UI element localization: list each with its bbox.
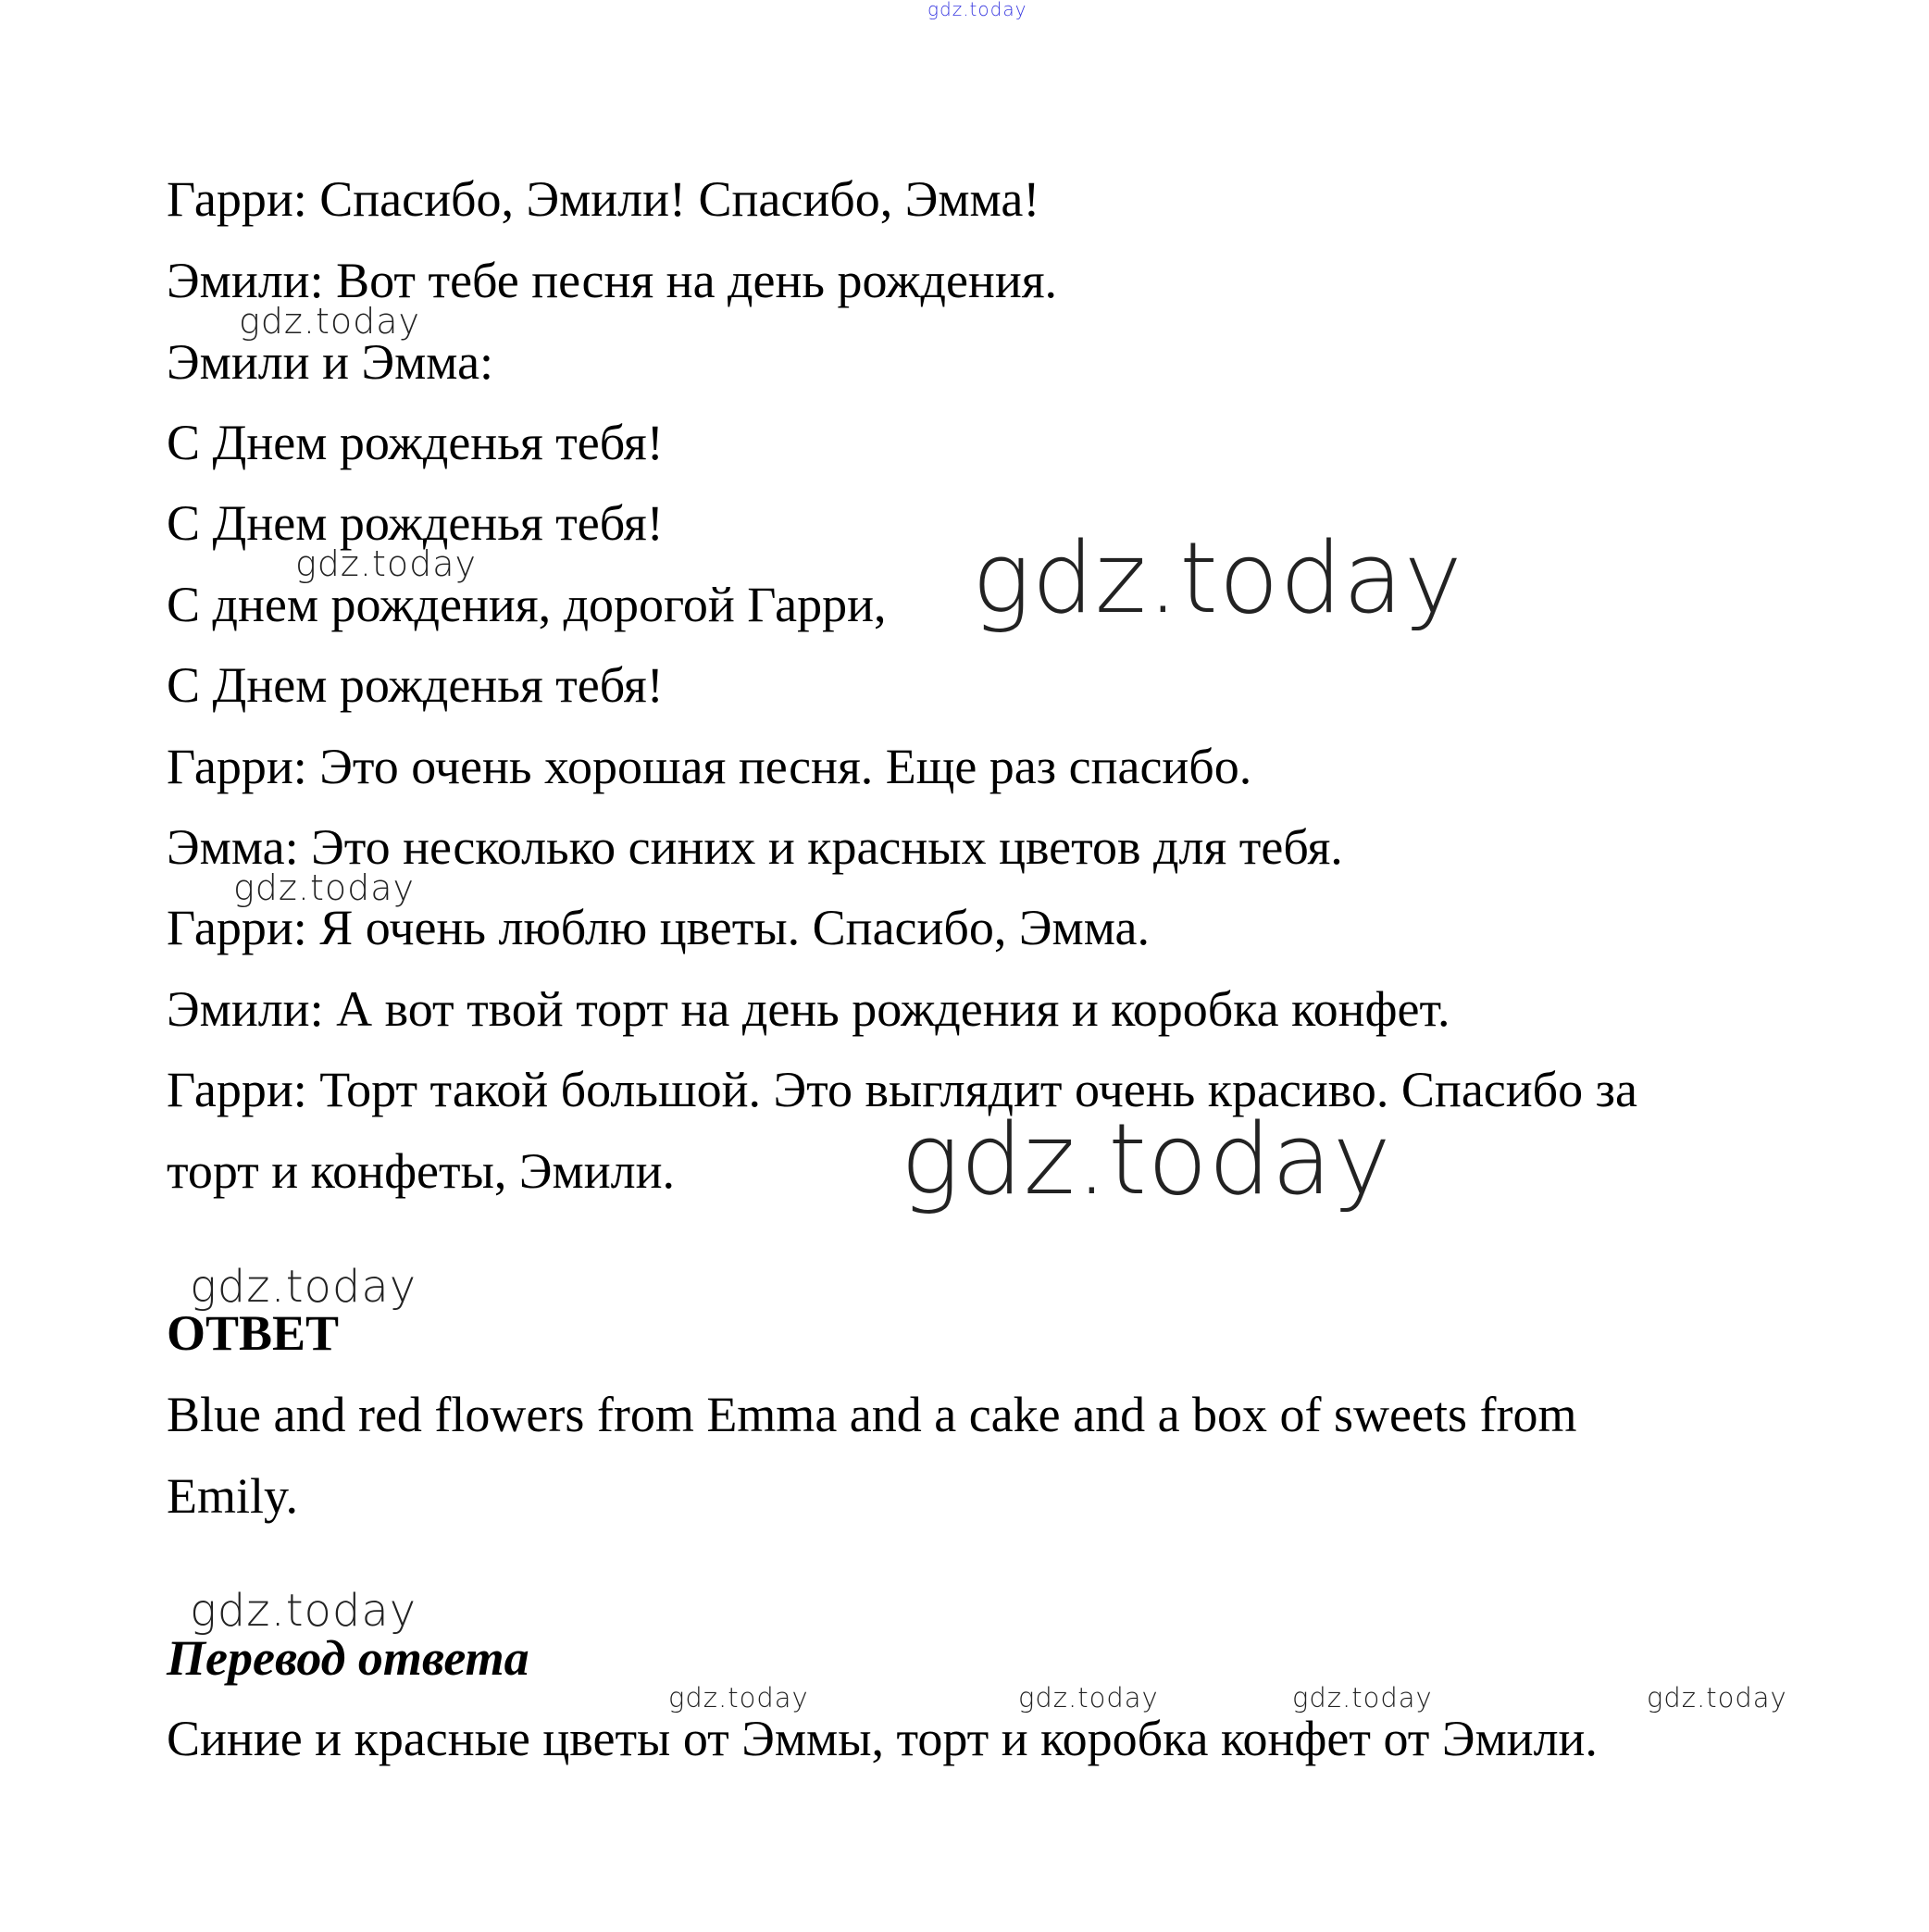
dialogue-line: Гарри: Торт такой большой. Это выглядит очень красиво. Спасибо за [167,1062,1637,1117]
watermark: gdz.today [668,1682,809,1714]
answer-line: Blue and red flowers from Emma and a cake and a box of sweets from [167,1387,1577,1442]
dialogue-line: С днем рождения, дорогой Гарри, [167,577,887,632]
dialogue-line: Эмили: А вот твой торт на день рождения и коробка конфет. [167,981,1450,1037]
dialogue-line: Гарри: Спасибо, Эмили! Спасибо, Эмма! [167,171,1040,227]
watermark-large: gdz.today [972,521,1463,635]
watermark: gdz.today [1647,1682,1787,1714]
answer-heading: ОТВЕТ [167,1305,340,1361]
dialogue-line: Эмили: Вот тебе песня на день рождения. [167,253,1058,308]
dialogue-line: Эмили и Эмма: [167,334,494,390]
dialogue-line: Гарри: Это очень хорошая песня. Еще раз спасибо. [167,739,1252,794]
dialogue-line: С Днем рожденья тебя! [167,415,664,470]
dialogue-line: Эмма: Это несколько синих и красных цветов для тебя. [167,819,1343,875]
translation-text: Синие и красные цветы от Эммы, торт и коробка конфет от Эмили. [167,1711,1598,1766]
watermark: gdz.today [1292,1682,1433,1714]
watermark-top: gdz.today [927,0,1027,20]
watermark: gdz.today [190,1585,417,1637]
watermark: gdz.today [190,1261,417,1313]
watermark: gdz.today [1018,1682,1159,1714]
dialogue-line: С Днем рожденья тебя! [167,495,664,551]
watermark: gdz.today [233,867,415,908]
watermark: gdz.today [239,301,420,342]
watermark-large: gdz.today [901,1103,1392,1216]
watermark: gdz.today [295,543,477,584]
translation-heading: Перевод ответа [167,1630,529,1686]
dialogue-line: Гарри: Я очень люблю цветы. Спасибо, Эмма. [167,900,1150,955]
dialogue-line: торт и конфеты, Эмили. [167,1143,675,1199]
answer-line: Emily. [167,1468,298,1524]
dialogue-line: С Днем рожденья тебя! [167,657,664,713]
